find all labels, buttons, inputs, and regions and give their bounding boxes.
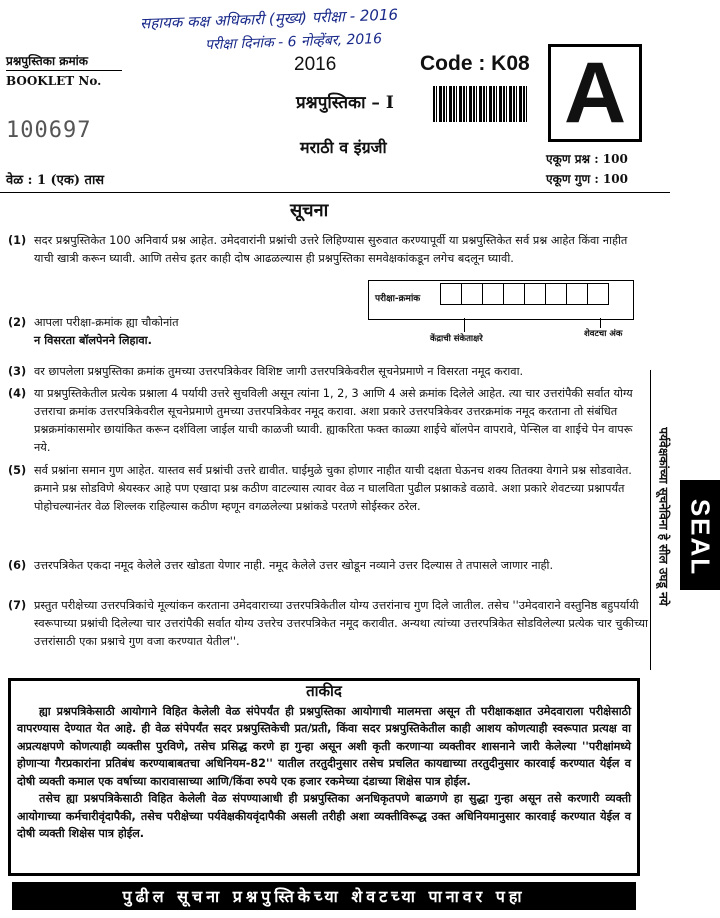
total-questions: एकूण प्रश्न : 100: [546, 152, 628, 166]
booklet-label-english: BOOKLET No.: [6, 74, 102, 88]
warning-box: [8, 678, 640, 876]
roll-number-label: परीक्षा-क्रमांक: [375, 294, 421, 304]
instruction-6: [8, 557, 648, 575]
seal-label: SEAL: [685, 498, 716, 577]
booklet-divider: [6, 70, 122, 71]
center-code-label: केंद्राची संकेताक्षरे: [430, 334, 483, 344]
seal-instruction-vertical: पर्यवेक्षकांच्या सूचनेविना हे सील उघडू नये: [656, 427, 671, 606]
instruction-text: सदर प्रश्नपुस्तिकेत 100 अनिवार्य प्रश्न आहेत. उमेदवारांनी प्रश्नांची उत्तरे लिहिण्यास सुरुवात करण्यापूर्वी या प्रश्नपुस्तिकेत सर्व प्रश्न आहेत किंवा नाहीत याची खात्री करून घ्यावी. आणि तसेच इतर काही दोष आढळल्यास ही प्रश्नपुस्तिका समवेक्षकांकडून लगेच बदलून घ्यावी.: [34, 234, 628, 265]
footer-banner: पुढील सूचना प्रश्नपुस्तिकेच्या शेवटच्या पानावर पहा: [12, 882, 636, 910]
subject-name: मराठी व इंग्रजी: [300, 138, 387, 157]
center-arrow: [464, 318, 465, 332]
instruction-number: (5): [8, 464, 27, 477]
instruction-2: [8, 314, 338, 350]
seal-strip: [650, 370, 675, 670]
instruction-text: प्रस्तुत परीक्षेच्या उत्तरपत्रिकांचे मूल्यांकन करताना उमेदवाराच्या उत्तरपत्रिकेतील योग्य उत्तरांनाच गुण दिले जातील. तसेच ''उमेदवाराने वस्तुनिष्ठ बहुपर्यायी स्वरूपाच्या प्रश्नांची दिलेल्या चार उत्तरांपैकी सर्वात योग्य उत्तरेच उत्तरपत्रिकेत नमूद करावीत. अन्यथा त्यांच्या उत्तरपत्रिकेत सोडविलेल्या प्रत्येक चार चुकीच्या उत्तरांसाठी एका प्रश्नाचे गुण वजा करण्यात येतील''.: [34, 599, 648, 648]
last-digit-arrow: [600, 318, 601, 328]
last-digit-label: शेवटचा अंक: [584, 329, 623, 339]
booklet-title: प्रश्नपुस्तिका – I: [296, 93, 394, 113]
warning-title: ताकीद: [306, 682, 342, 700]
header-divider: [0, 192, 670, 193]
instruction-7: [8, 597, 648, 651]
seal-badge: [680, 480, 720, 590]
barcode-image: [433, 86, 528, 122]
instruction-number: (3): [8, 365, 27, 378]
instruction-number: (7): [8, 599, 27, 612]
instruction-number: (6): [8, 559, 27, 572]
roll-number-box: [368, 280, 634, 320]
booklet-number: 100697: [6, 118, 92, 143]
instruction-text: या प्रश्नपुस्तिकेतील प्रत्येक प्रश्नाला 4 पर्यायी उत्तरे सुचविली असून त्यांना 1, 2, 3 आणि 4 असे क्रमांक दिलेले आहेत. त्या चार उत्तरांपैकी सर्वात योग्य उत्तराचा क्रमांक उत्तरपत्रिकेवरील सूचनेप्रमाणे तुमच्या उत्तरपत्रिकेवर नमूद करावा. अशा प्रकारे उत्तरपत्रिकेवर उत्तरक्रमांक नमूद करताना तो संबंधित प्रश्नक्रमांकासमोर छायांकित करून दर्शविला जाईल याची काळजी घ्यावी. ह्याकरिता फक्त काळ्या शाईचे बॉलपेन वापरावे, पेन्सिल वा शाईचे पेन वापरू नये.: [34, 387, 633, 454]
instruction-text: वर छापलेला प्रश्नपुस्तिका क्रमांक तुमच्या उत्तरपत्रिकेवर विशिष्ट जागी उत्तरपत्रिकेवरील सूचनेप्रमाणे न विसरता नमूद करावा.: [34, 365, 524, 378]
instruction-text: आपला परीक्षा-क्रमांक ह्या चौकोनांत: [34, 316, 179, 329]
instruction-bold-text: न विसरता बॉलपेनने लिहावा.: [34, 334, 152, 347]
instruction-number: (1): [8, 234, 27, 247]
instruction-text: सर्व प्रश्नांना समान गुण आहेत. यास्तव सर्व प्रश्नांची उत्तरे द्यावीत. घाईमुळे चुका होणार नाहीत याची दक्षता घेऊनच शक्य तितक्या वेगाने प्रश्न सोडवावेत. क्रमाने प्रश्न सोडविणे श्रेयस्कर आहे पण एखादा प्रश्न कठीण वाटल्यास त्यावर वेळ न घालविता पुढील प्रश्नाकडे वळावे. अशा प्रकारे शेवटच्या प्रश्नापर्यंत पोहोचल्यानंतर वेळ शिल्लक राहिल्यास कठीण म्हणून वगळलेल्या प्रश्नांकडे परतणे सोईस्कर ठरेल.: [34, 464, 632, 513]
booklet-label-marathi: प्रश्नपुस्तिका क्रमांक: [6, 54, 88, 68]
handwritten-exam-date: परीक्षा दिनांक - 6 नोव्हेंबर, 2016: [204, 31, 383, 54]
instruction-5: [8, 462, 648, 516]
instruction-text: उत्तरपत्रिकेत एकदा नमूद केलेले उत्तर खोडता येणार नाही. नमूद केलेले उत्तर खोडून नव्याने उत्तर दिल्यास ते तपासले जाणार नाही.: [34, 559, 554, 572]
series-letter-box: A: [548, 44, 642, 142]
exam-code: Code : K08: [420, 52, 530, 75]
total-marks: एकूण गुण : 100: [546, 172, 628, 186]
instruction-4: [8, 385, 648, 457]
instruction-number: (2): [8, 316, 27, 329]
instruction-3: [8, 363, 648, 381]
exam-time: वेळ : 1 (एक) तास: [6, 173, 105, 188]
warning-paragraph-2: तसेच ह्या प्रश्नपत्रिकेसाठी विहित केलेली वेळ संपण्याआधी ही प्रश्नपुस्तिका अनधिकृतपणे बाळगणे हा सुद्धा गुन्हा असून तसे करणारी व्यक्ती आयोगाच्या कर्मचारीवृंदापैकी, तसेच परीक्षेच्या पर्यवेक्षकीयवृंदापैकी असली तरीही अशा व्यक्तीविरूद्ध उक्त अधिनियमानुसार कारवाई करण्यात येईल व दोषी व्यक्ती शिक्षेस पात्र होईल.: [17, 792, 631, 840]
roll-number-cells[interactable]: [441, 283, 609, 309]
instruction-number: (4): [8, 387, 27, 400]
notice-title: सूचना: [290, 200, 329, 221]
exam-year: 2016: [294, 54, 337, 75]
handwritten-exam-name: सहायक कक्ष अधिकारी (मुख्य) परीक्षा - 2016: [139, 5, 399, 33]
warning-paragraph-1: ह्या प्रश्नपत्रिकेसाठी आयोगाने विहित केलेली वेळ संपेपर्यंत ही प्रश्नपुस्तिका आयोगाची मालमत्ता असून ती परीक्षाकक्षात उमेदवाराला परीक्षेसाठी वापरण्यास देण्यात येत आहे. ही वेळ संपेपर्यंत सदर प्रश्नपुस्तिकेची प्रत/प्रती, किंवा सदर प्रश्नपुस्तिकेतील काही आशय कोणत्याही स्वरूपात प्रत्यक्ष वा अप्रत्यक्षपणे कोणत्याही व्यक्तीस पुरविणे, तसेच प्रसिद्ध करणे हा गुन्हा असून अशी कृती करणाऱ्या व्यक्तीवर शासनाने जारी केलेल्या ''परीक्षांमध्ये होणाऱ्या गैरप्रकारांना प्रतिबंध करण्याबाबतचा अधिनियम-82'' यातील तरतुदीनुसार तसेच प्रचलित कायद्याच्या तरतुदीनुसार कारवाई करण्यात येईल व दोषी व्यक्ती कमाल एक वर्षाच्या कारावासाच्या आणि/किंवा रुपये एक हजार रकमेच्या दंडाच्या शिक्षेस पात्र होईल.: [17, 704, 631, 788]
